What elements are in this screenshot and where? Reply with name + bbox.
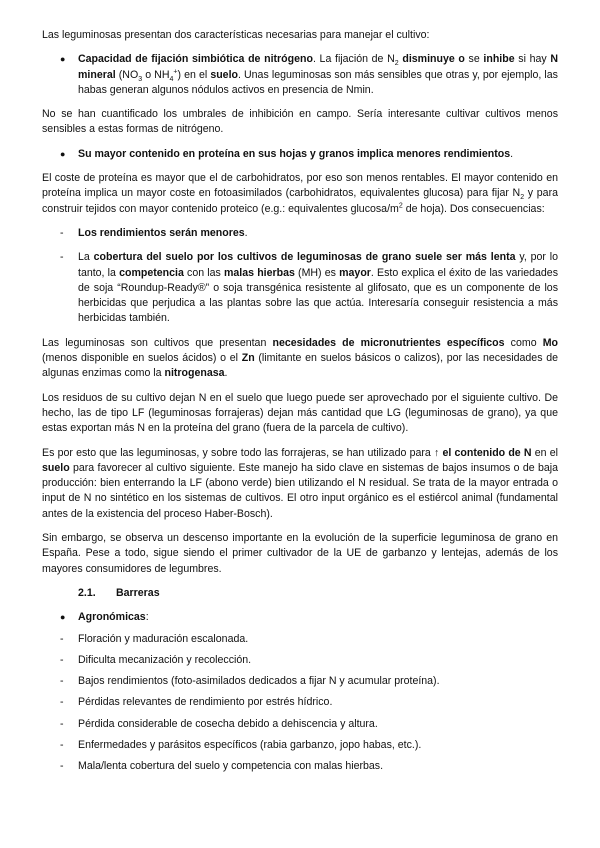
micronutrientes-paragraph: Las leguminosas son cultivos que presentan necesidades de micronutrientes específicos como Mo (menos disponible en suelos ácidos) o el Zn (limitante en suelos básicos o calizos), por las necesidades de algunas enzimas como la nitrogenasa.	[42, 336, 559, 380]
dash-rendimientos: - Los rendimientos serán menores.	[42, 226, 558, 241]
document-page	[42, 28, 558, 775]
dash-marker: -	[60, 226, 64, 239]
list-item: - Pérdidas relevantes de rendimiento por estrés hídrico.	[42, 695, 558, 710]
bullet-fijacion: ● Capacidad de fijación simbiótica de nitrógeno. La fijación de $N_2$ disminuye o se inhibe si hay N mineral ($NO_3$ o $NH_4^+$) en el suelo. Unas leguminosas son más sensibles que otras y, por ejemplo, las habas generan algunos nódulos activos en presencia de Nmin.	[60, 53, 559, 96]
list-item: - Floración y maduración escalonada.	[42, 632, 558, 647]
list-item: - Dificulta mecanización y recolección.	[42, 653, 558, 668]
barreras-list	[42, 632, 558, 775]
intro-paragraph: Las leguminosas presentan dos características necesarias para manejar el cultivo:	[42, 29, 430, 41]
list-item: - Mala/lenta cobertura del suelo y competencia con malas hierbas.	[42, 759, 558, 774]
dash-marker: -	[60, 251, 64, 264]
section-number: 2.1.	[78, 586, 96, 599]
bullet-icon: ●	[60, 612, 66, 623]
list-item: - Enfermedades y parásitos específicos (rabia garbanzo, jopo habas, etc.).	[42, 738, 558, 753]
bullet-icon: ●	[60, 54, 66, 65]
bullet-proteina: ● Su mayor contenido en proteína en sus hojas y granos implica menores rendimientos.	[42, 147, 558, 162]
forrajeras-paragraph: Es por esto que las leguminosas, y sobre todo las forrajeras, se han utilizado para ↑ el contenido de N en el suelo para favorecer al cultivo siguiente. Este manejo ha sido clave en sistemas de bajos insumos o de baja producción: bien enterrando la LF (abono verde) bien utilizando el N residual. Se trata de la mayor entrada o input de N no sintético en los sistemas de cultivos. El otro input orgánico es el estiércol animal (fundamental antes de la existencia del proceso Haber-Bosch).	[42, 446, 558, 520]
dash-marker: -	[60, 675, 64, 688]
coste-paragraph: El coste de proteína es mayor que el de carbohidratos, por eso son menos rentables. El mayor contenido en proteína implica un mayor coste en fotoasimilados (carbohidratos, equivalentes glucosa) para fijar $N_2$ y para construir tejidos con mayor contenido proteico (e.g.: equivalentes glucosa/$m^2$ de hoja). Dos consecuencias:	[42, 172, 558, 215]
umbral-paragraph: No se han cuantificado los umbrales de inhibición en campo. Sería interesante cultivar cultivos menos sensibles a estas formas de nitrógeno.	[42, 108, 558, 136]
list-item: - Bajos rendimientos (foto-asimilados dedicados a fijar N y acumular proteína).	[42, 674, 558, 689]
dash-marker: -	[60, 696, 64, 709]
espana-paragraph: Sin embargo, se observa un descenso importante en la evolución de la superficie leguminosa de grano en España. Pese a todo, sigue siendo el primer cultivador de la UE de garbanzo y lentejas, además de los mayores consumidores de legumbres.	[42, 532, 558, 575]
dash-marker: -	[60, 760, 64, 773]
bullet-agronomicas: ● Agronómicas:	[42, 610, 558, 625]
section-heading	[42, 586, 558, 601]
dash-marker: -	[60, 653, 64, 666]
dash-marker: -	[60, 738, 64, 751]
bullet-icon: ●	[60, 148, 66, 159]
section-title: Barreras	[116, 586, 160, 599]
residuos-paragraph: Los residuos de su cultivo dejan N en el suelo que luego puede ser aprovechado por el siguiente cultivo. De hecho, las de tipo LF (leguminosas forrajeras) dejan más cantidad que LG (leguminosas de grano), ya que estas exportan más N en la proteína del grano (fuera de la parcela de cultivo).	[42, 391, 558, 435]
dash-marker: -	[60, 632, 64, 645]
dash-cobertura: - La cobertura del suelo por los cultivos de leguminosas de grano suele ser más lenta y, por lo tanto, la competencia con las malas hierbas (MH) es mayor. Esto explica el éxito de las variedades de soja “Roundup-Ready®” o soja transgénica resistente al glifosato, que es un componente de los herbicidas que perjudica a las plantas sobre las que actúa. Interesaría conseguir resistencia a más herbicidas también.	[60, 251, 559, 325]
dash-marker: -	[60, 717, 64, 730]
list-item: - Pérdida considerable de cosecha debido a dehiscencia y altura.	[42, 717, 558, 732]
